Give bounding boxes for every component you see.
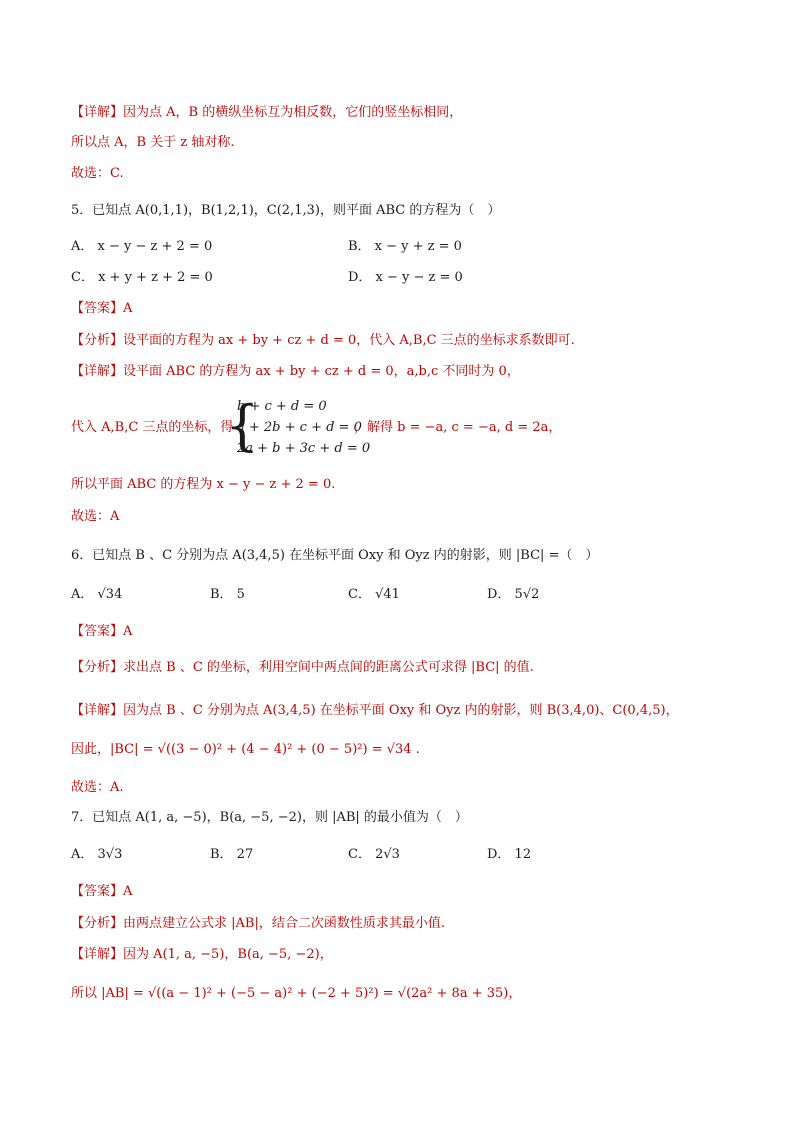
- q7-detail-1: 因为 A(1, a, −5)，B(a, −5, −2)，: [123, 947, 333, 962]
- q5-detail-2-post: ，解得 b = −a, c = −a, d = 2a，: [354, 420, 562, 435]
- detail-tag: 【详解】: [71, 105, 124, 120]
- q6-option-d: D． 5√2: [487, 587, 540, 602]
- q4-choice: 故选：C.: [71, 166, 124, 181]
- q7-answer-line: [71, 882, 132, 902]
- q5-detail-2-pre: 代入 A,B,C 三点的坐标，得: [71, 420, 234, 435]
- analysis-tag: 【分析】: [71, 333, 124, 348]
- q7-option-b: B． 27: [210, 847, 254, 862]
- q5-choice: 故选：A: [71, 509, 120, 524]
- q5-answer-line: [71, 299, 132, 319]
- q6-choice: 故选：A.: [71, 780, 124, 795]
- q5-option-c: C． x + y + z + 2 = 0: [71, 270, 213, 285]
- equation-2: a + 2b + c + d = 0: [237, 420, 362, 435]
- q6-option-a: A． √34: [71, 587, 123, 602]
- q4-detail-line-1: [71, 103, 462, 123]
- answer-tag: 【答案】: [71, 301, 124, 316]
- analysis-tag: 【分析】: [71, 916, 124, 931]
- detail-tag: 【详解】: [71, 364, 124, 379]
- detail-tag: 【详解】: [71, 947, 124, 962]
- q5-detail-line-1: [71, 362, 520, 382]
- answer-tag: 【答案】: [71, 884, 124, 899]
- q7-option-a: A． 3√3: [71, 847, 123, 862]
- q7-analysis-line: [71, 914, 445, 934]
- q7-analysis: 由两点建立公式求 |AB|，结合二次函数性质求其最小值.: [123, 916, 445, 931]
- answer-tag: 【答案】: [71, 624, 124, 639]
- q4-detail-line-2: 所以点 A，B 关于 z 轴对称.: [71, 135, 235, 150]
- q4-detail-text-1: 因为点 A，B 的横纵坐标互为相反数，它们的竖坐标相同，: [123, 105, 463, 120]
- q7-option-c: C． 2√3: [348, 847, 400, 862]
- q7-answer: A: [123, 884, 133, 899]
- q7-detail-2: 所以 |AB| = √((a − 1)² + (−5 − a)² + (−2 + 5)²) = √(2a² + 8a + 35)，: [71, 986, 522, 1001]
- q5-stem: 5．已知点 A(0,1,1)，B(1,2,1)，C(2,1,3)，则平面 ABC 的方程为（ ）: [71, 203, 501, 218]
- q6-analysis-line: [71, 658, 534, 678]
- q5-analysis: 设平面的方程为 ax + by + cz + d = 0，代入 A,B,C 三点的坐标求系数即可.: [123, 333, 575, 348]
- q5-option-b: B． x − y + z = 0: [348, 239, 462, 254]
- q5-option-d: D． x − y − z = 0: [348, 270, 463, 285]
- q5-analysis-line: [71, 331, 575, 351]
- analysis-tag: 【分析】: [71, 660, 124, 675]
- q6-answer: A: [123, 624, 133, 639]
- detail-tag: 【详解】: [71, 703, 124, 718]
- equation-1: b + c + d = 0: [237, 399, 327, 414]
- q5-option-a: A． x − y − z + 2 = 0: [71, 239, 213, 254]
- q5-answer: A: [123, 301, 133, 316]
- q6-detail-1: 因为点 B 、C 分别为点 A(3,4,5) 在坐标平面 Oxy 和 Oyz 内的射影，则 B(3,4,0)、C(0,4,5)，: [123, 703, 679, 718]
- q7-stem: 7．已知点 A(1, a, −5)，B(a, −5, −2)，则 |AB| 的最小值为（ ）: [71, 810, 468, 825]
- q6-analysis: 求出点 B 、C 的坐标，利用空间中两点间的距离公式可求得 |BC| 的值.: [123, 660, 534, 675]
- q5-detail-3: 所以平面 ABC 的方程为 x − y − z + 2 = 0.: [71, 477, 336, 492]
- q6-option-c: C． √41: [348, 587, 400, 602]
- q6-detail-line-1: [71, 701, 679, 721]
- left-brace: {: [225, 394, 260, 457]
- q7-detail-line-1: [71, 945, 333, 965]
- q6-answer-line: [71, 622, 132, 642]
- q6-detail-2: 因此，|BC| = √((3 − 0)² + (4 − 4)² + (0 − 5)²) = √34 .: [71, 742, 420, 757]
- q7-option-d: D． 12: [487, 847, 532, 862]
- q5-detail-1: 设平面 ABC 的方程为 ax + by + cz + d = 0，a,b,c 不同时为 0，: [123, 364, 520, 379]
- q6-stem: 6．已知点 B 、C 分别为点 A(3,4,5) 在坐标平面 Oxy 和 Oyz 内的射影，则 |BC| =（ ）: [71, 548, 599, 563]
- equation-3: 2a + b + 3c + d = 0: [237, 441, 371, 456]
- q6-option-b: B． 5: [210, 587, 245, 602]
